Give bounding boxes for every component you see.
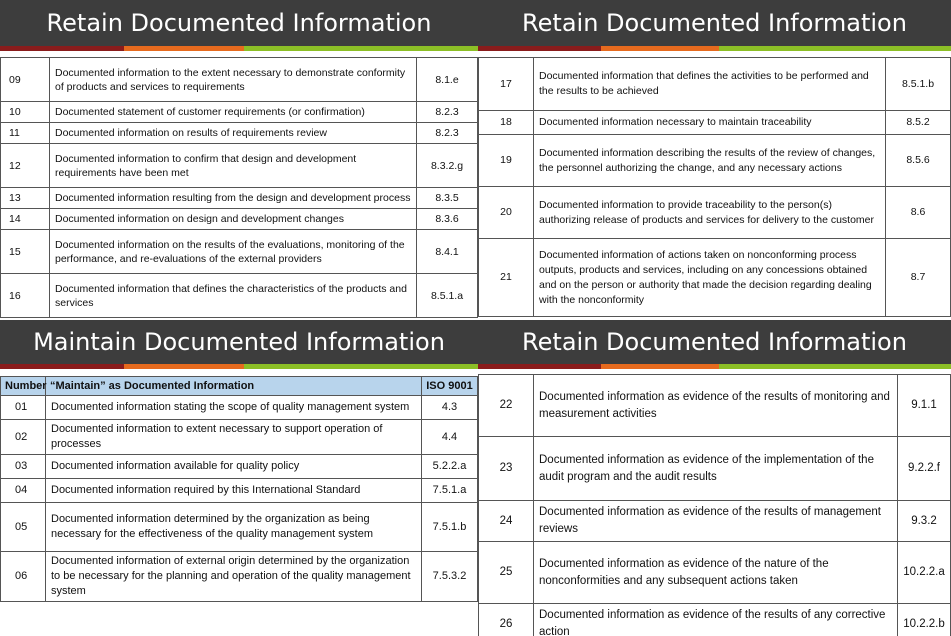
row-number: 11 bbox=[1, 123, 50, 144]
row-number: 13 bbox=[1, 188, 50, 209]
row-clause: 10.2.2.a bbox=[898, 542, 951, 604]
table-row bbox=[1, 102, 478, 123]
row-description: Documented information that defines the characteristics of the products and services bbox=[50, 274, 417, 318]
row-description: Documented information on the results of the evaluations, monitoring of the performance, and re-evaluations of the external providers bbox=[50, 230, 417, 274]
panel-title: Maintain Documented Information bbox=[0, 320, 478, 364]
row-number: 17 bbox=[479, 58, 534, 111]
row-number: 16 bbox=[1, 274, 50, 318]
table-header-row bbox=[1, 377, 478, 396]
row-description: Documented information as evidence of the results of any corrective action bbox=[534, 604, 898, 636]
column-header-description: “Maintain” as Documented Information bbox=[46, 377, 422, 396]
accent-stripe bbox=[478, 364, 951, 369]
table-row bbox=[1, 144, 478, 188]
table-row bbox=[1, 188, 478, 209]
row-clause: 8.2.3 bbox=[417, 102, 478, 123]
row-number: 06 bbox=[1, 552, 46, 602]
table-row bbox=[479, 375, 951, 437]
table-row bbox=[479, 239, 951, 317]
row-clause: 8.7 bbox=[886, 239, 951, 317]
row-clause: 5.2.2.a bbox=[422, 455, 478, 479]
row-number: 05 bbox=[1, 503, 46, 552]
row-clause: 8.4.1 bbox=[417, 230, 478, 274]
row-description: Documented information of external origin determined by the organization to be necessary for the planning and operation of the quality management system bbox=[46, 552, 422, 602]
table-row bbox=[479, 604, 951, 636]
column-header-clause: ISO 9001 bbox=[422, 377, 478, 396]
row-description: Documented information that defines the activities to be performed and the results to be achieved bbox=[534, 58, 886, 111]
row-description: Documented statement of customer requirements (or confirmation) bbox=[50, 102, 417, 123]
table-row bbox=[479, 135, 951, 187]
panel-maintain-bottom-left bbox=[0, 320, 478, 636]
row-description: Documented information as evidence of the results of management reviews bbox=[534, 501, 898, 542]
row-description: Documented information available for quality policy bbox=[46, 455, 422, 479]
row-description: Documented information describing the results of the review of changes, the personnel authorizing the change, and any necessary actions bbox=[534, 135, 886, 187]
table-row bbox=[1, 479, 478, 503]
row-number: 22 bbox=[479, 375, 534, 437]
row-description: Documented information to provide traceability to the person(s) authorizing release of products and services for delivery to the customer bbox=[534, 187, 886, 239]
table-row bbox=[1, 503, 478, 552]
row-description: Documented information as evidence of the nature of the nonconformities and any subsequent actions taken bbox=[534, 542, 898, 604]
row-description: Documented information of actions taken on nonconforming process outputs, products and services, including on any concessions obtained and on the person or authority that made the decision regarding dealing with the nonconformity bbox=[534, 239, 886, 317]
row-clause: 8.3.2.g bbox=[417, 144, 478, 188]
table-row bbox=[479, 437, 951, 501]
table-row bbox=[479, 542, 951, 604]
row-description: Documented information resulting from the design and development process bbox=[50, 188, 417, 209]
row-description: Documented information determined by the organization as being necessary for the effectiveness of the quality management system bbox=[46, 503, 422, 552]
panel-title: Retain Documented Information bbox=[478, 320, 951, 364]
row-description: Documented information required by this International Standard bbox=[46, 479, 422, 503]
table-row bbox=[1, 123, 478, 144]
row-clause: 8.5.1.a bbox=[417, 274, 478, 318]
row-clause: 8.2.3 bbox=[417, 123, 478, 144]
table-row bbox=[1, 420, 478, 455]
row-clause: 8.5.2 bbox=[886, 111, 951, 135]
row-number: 21 bbox=[479, 239, 534, 317]
row-number: 26 bbox=[479, 604, 534, 636]
accent-stripe bbox=[478, 46, 951, 51]
panel-title: Retain Documented Information bbox=[0, 0, 478, 46]
row-number: 15 bbox=[1, 230, 50, 274]
panel-retain-top-right bbox=[478, 0, 951, 320]
retain-table-top-left bbox=[0, 57, 478, 318]
retain-table-bottom-right bbox=[478, 374, 951, 636]
row-description: Documented information to confirm that design and development requirements have been met bbox=[50, 144, 417, 188]
row-number: 20 bbox=[479, 187, 534, 239]
row-clause: 4.4 bbox=[422, 420, 478, 455]
row-clause: 4.3 bbox=[422, 396, 478, 420]
row-clause: 7.5.1.a bbox=[422, 479, 478, 503]
row-description: Documented information as evidence of the results of monitoring and measurement activities bbox=[534, 375, 898, 437]
retain-table-top-right bbox=[478, 57, 951, 317]
row-number: 24 bbox=[479, 501, 534, 542]
row-description: Documented information on design and development changes bbox=[50, 209, 417, 230]
row-description: Documented information stating the scope of quality management system bbox=[46, 396, 422, 420]
row-number: 04 bbox=[1, 479, 46, 503]
row-clause: 8.6 bbox=[886, 187, 951, 239]
table-row bbox=[479, 111, 951, 135]
row-clause: 8.3.5 bbox=[417, 188, 478, 209]
row-description: Documented information on results of requirements review bbox=[50, 123, 417, 144]
row-number: 10 bbox=[1, 102, 50, 123]
accent-stripe bbox=[0, 364, 478, 369]
table-row bbox=[1, 396, 478, 420]
row-clause: 8.3.6 bbox=[417, 209, 478, 230]
panel-retain-top-left bbox=[0, 0, 478, 320]
row-number: 19 bbox=[479, 135, 534, 187]
table-row bbox=[1, 209, 478, 230]
row-number: 14 bbox=[1, 209, 50, 230]
row-number: 23 bbox=[479, 437, 534, 501]
row-clause: 9.1.1 bbox=[898, 375, 951, 437]
row-description: Documented information necessary to maintain traceability bbox=[534, 111, 886, 135]
accent-stripe bbox=[0, 46, 478, 51]
row-number: 12 bbox=[1, 144, 50, 188]
row-clause: 8.1.e bbox=[417, 58, 478, 102]
table-row bbox=[479, 187, 951, 239]
row-clause: 7.5.3.2 bbox=[422, 552, 478, 602]
panel-title: Retain Documented Information bbox=[478, 0, 951, 46]
row-number: 02 bbox=[1, 420, 46, 455]
row-clause: 8.5.6 bbox=[886, 135, 951, 187]
row-description: Documented information to the extent necessary to demonstrate conformity of products and services to requirements bbox=[50, 58, 417, 102]
row-number: 09 bbox=[1, 58, 50, 102]
row-clause: 7.5.1.b bbox=[422, 503, 478, 552]
table-row bbox=[1, 230, 478, 274]
row-number: 01 bbox=[1, 396, 46, 420]
table-row bbox=[1, 274, 478, 318]
row-clause: 9.3.2 bbox=[898, 501, 951, 542]
row-number: 18 bbox=[479, 111, 534, 135]
row-clause: 10.2.2.b bbox=[898, 604, 951, 636]
table-row bbox=[479, 58, 951, 111]
row-clause: 9.2.2.f bbox=[898, 437, 951, 501]
row-number: 25 bbox=[479, 542, 534, 604]
row-description: Documented information to extent necessary to support operation of processes bbox=[46, 420, 422, 455]
table-row bbox=[1, 455, 478, 479]
column-header-number: Number bbox=[1, 377, 46, 396]
row-number: 03 bbox=[1, 455, 46, 479]
table-row bbox=[1, 58, 478, 102]
table-row bbox=[1, 552, 478, 602]
maintain-table bbox=[0, 376, 478, 602]
table-row bbox=[479, 501, 951, 542]
row-clause: 8.5.1.b bbox=[886, 58, 951, 111]
row-description: Documented information as evidence of the implementation of the audit program and the audit results bbox=[534, 437, 898, 501]
panel-retain-bottom-right bbox=[478, 320, 951, 636]
